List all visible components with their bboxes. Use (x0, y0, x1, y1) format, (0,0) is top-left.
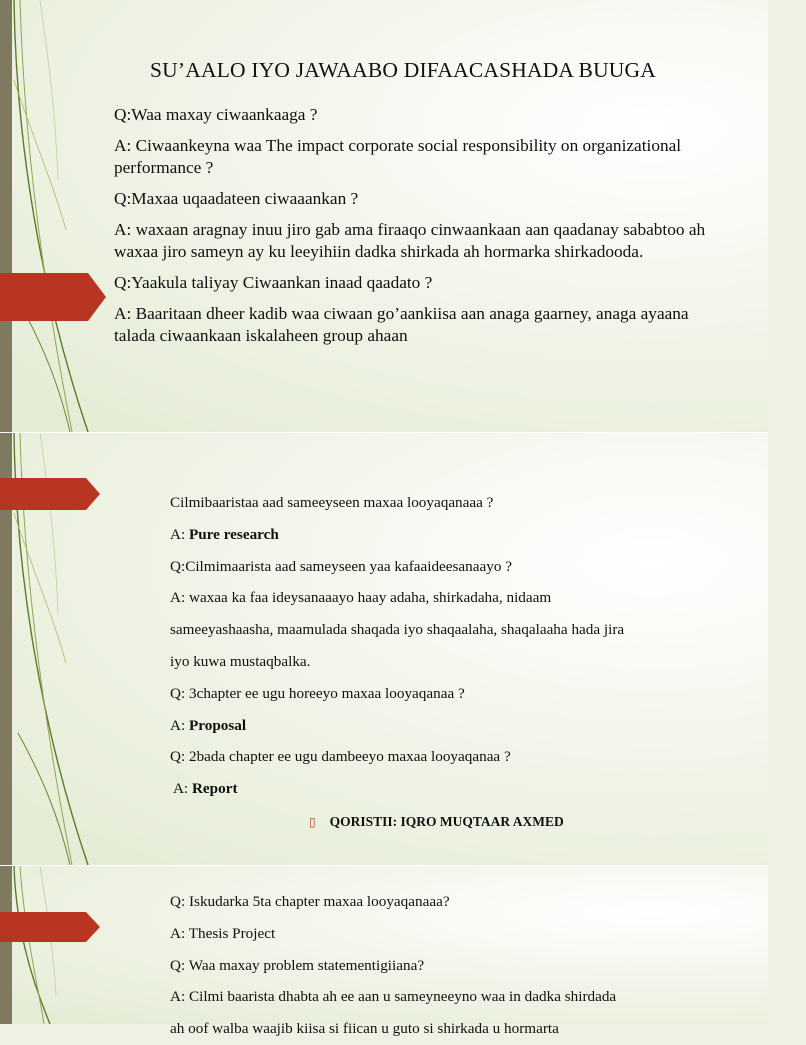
slide-3 (0, 866, 768, 1038)
slide-title: SU’AALO IYO JAWAABO DIFAACASHADA BUUGA (150, 58, 656, 82)
leaf-decoration (0, 866, 130, 1024)
answer-text: A: Pure research (170, 525, 279, 543)
answer-text: A: Report (170, 780, 238, 798)
red-tab (0, 273, 106, 321)
answer-text: A: Proposal (170, 716, 247, 734)
answer-text: sameeyashaasha, maamulada shaqada iyo shaqaalaha, shaqalaaha hada jira (170, 621, 625, 639)
answer-text: A: waxaan aragnay inuu jiro gab ama firaaqo cinwaankaan aan qaadanay sababtoo ah waxaa jiro sameyn ay ku leeyihiin dadka shirkada ah hormarka shirkadooda. (114, 220, 706, 261)
question-text: Q:Cilmimaarista aad sameyseen yaa kafaaideesanaayo ? (170, 557, 512, 575)
question-text: Q: Waa maxay problem statementigiiana? (170, 956, 425, 974)
answer-text: A: Thesis Project (170, 924, 276, 942)
slide-1 (0, 0, 768, 432)
qa-list (114, 104, 714, 356)
answer-text: ah oof walba waajib kiisa si fiican u guto si shirkada u hormarta (170, 1020, 559, 1038)
red-tab (0, 912, 100, 942)
answer-text: A: waxaa ka faa ideysanaaayo haay adaha, shirkadaha, nidaam (170, 589, 552, 607)
answer-text: A: Cilmi baarista dhabta ah ee aan u sameyneeyno waa in dadka shirdada (170, 988, 617, 1006)
question-text: Q:Waa maxay ciwaankaaga ? (114, 105, 318, 124)
author-line (309, 814, 564, 830)
question-text: Q: 2bada chapter ee ugu dambeeyo maxaa looyaqanaa ? (170, 748, 511, 766)
qa-list (170, 886, 730, 1045)
red-tab (0, 478, 100, 510)
question-text: Cilmibaaristaa aad sameeyseen maxaa looyaqanaaa ? (170, 494, 494, 511)
answer-text: iyo kuwa mustaqbalka. (170, 652, 311, 670)
question-text: Q:Maxaa uqaadateen ciwaaankan ? (114, 189, 359, 208)
question-text: Q: 3chapter ee ugu horeeyo maxaa looyaqanaa ? (170, 684, 465, 702)
answer-text: A: Ciwaankeyna waa The impact corporate social responsibility on organizational performance ? (114, 136, 682, 177)
question-text: Q:Yaakula taliyay Ciwaankan inaad qaadato ? (114, 273, 433, 292)
author-text: QORISTII: IQRO MUQTAAR AXMED (329, 814, 564, 829)
question-text: Q: Iskudarka 5ta chapter maxaa looyaqanaaa? (170, 893, 450, 910)
qa-list (170, 487, 730, 805)
answer-text: A: Baaritaan dheer kadib waa ciwaan go’aankiisa aan anaga gaarney, anaga ayaana talada ciwaankaan iskalaheen group ahaan (114, 304, 689, 345)
bullet-icon: ▯ (309, 815, 316, 829)
slide-2 (0, 433, 768, 865)
